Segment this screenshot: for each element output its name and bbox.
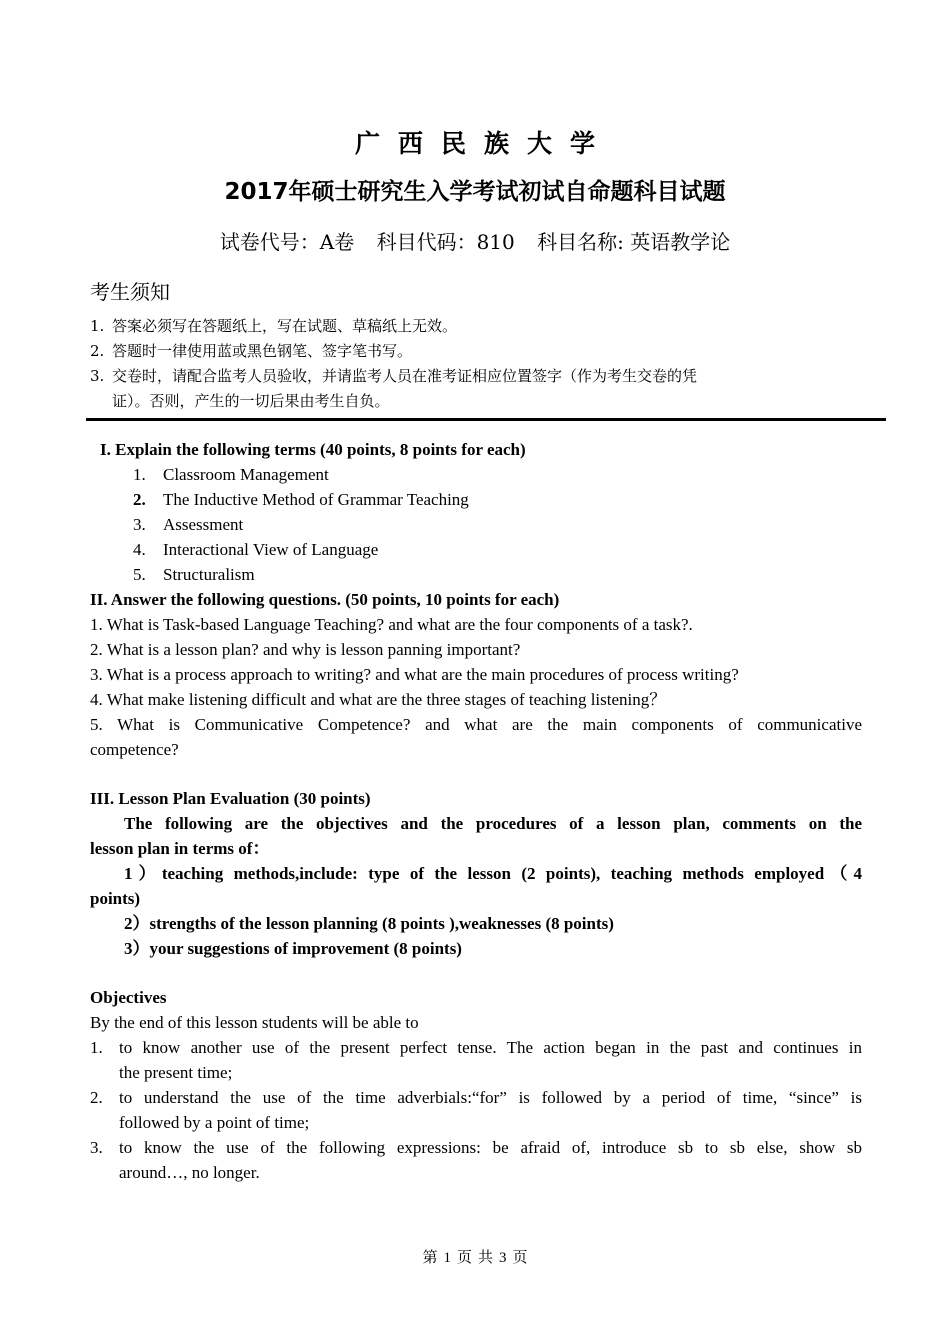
evaluation-point: 1）teaching methods,include: type of the lesson (2 points), teaching methods employed（4 xyxy=(124,864,862,883)
term-text: Assessment xyxy=(163,515,244,534)
total-pages: 3 xyxy=(499,1250,507,1266)
term-item xyxy=(133,512,243,537)
objectives-heading: Objectives xyxy=(90,988,167,1007)
notice-item xyxy=(90,339,870,364)
notice-item-continuation xyxy=(90,389,870,414)
page-number: 1 xyxy=(443,1250,451,1266)
page-footer xyxy=(0,1246,950,1267)
term-number: 4. xyxy=(133,540,146,559)
page-label: 第 xyxy=(422,1250,438,1266)
notice-number: 3. xyxy=(90,367,105,385)
notice-number: 2. xyxy=(90,342,105,360)
exam-title: 2017年硕士研究生入学考试初试自命题科目试题 xyxy=(224,179,726,205)
term-number: 2. xyxy=(133,490,146,509)
section3-heading: III. Lesson Plan Evaluation (30 points) xyxy=(90,789,371,808)
term-text: Structuralism xyxy=(163,565,255,584)
evaluation-point: 2）strengths of the lesson planning (8 points ),weaknesses (8 points) xyxy=(124,914,614,933)
term-number: 3. xyxy=(133,515,146,534)
term-text: Classroom Management xyxy=(163,465,329,484)
notice-item xyxy=(90,314,870,339)
total-unit: 页 xyxy=(512,1250,528,1266)
term-item xyxy=(133,537,378,562)
objective-text: followed by a point of time; xyxy=(119,1113,310,1132)
question-line: 2. What is a lesson plan? and why is lesson panning important? xyxy=(90,640,521,659)
divider xyxy=(86,418,886,421)
objective-number: 1. xyxy=(90,1038,103,1057)
objective-number: 3. xyxy=(90,1138,103,1157)
question-line: 1. What is Task-based Language Teaching? and what are the four components of a task?. xyxy=(90,615,693,634)
notice-text: 答案必须写在答题纸上，写在试题、草稿纸上无效。 xyxy=(112,317,458,335)
term-item xyxy=(133,462,329,487)
objective-text: to know the use of the following expressions: be afraid of, introduce sb to sb else, show sb xyxy=(119,1138,862,1157)
notice-text: 交卷时，请配合监考人员验收，并请监考人员在准考证相应位置签字（作为考生交卷的凭 xyxy=(112,367,698,385)
notice-list xyxy=(90,314,870,414)
notice-text: 答题时一律使用蓝或黑色钢笔、签字笔书写。 xyxy=(112,342,413,360)
objective-text: around…, no longer. xyxy=(119,1163,260,1182)
total-label: 共 xyxy=(478,1250,494,1266)
evaluation-point: points) xyxy=(90,889,141,908)
university-name: 广西民族大学 xyxy=(354,129,613,158)
term-item xyxy=(133,562,255,587)
term-text: Interactional View of Language xyxy=(163,540,379,559)
section1-heading: I. Explain the following terms (40 points, 8 points for each) xyxy=(100,440,526,459)
notice-heading: 考生须知 xyxy=(90,280,170,304)
paper-code: 试卷代号：A卷 xyxy=(219,230,355,254)
subject-name: 科目名称: 英语教学论 xyxy=(537,230,731,254)
objectives-intro: By the end of this lesson students will be able to xyxy=(90,1013,419,1032)
term-number: 5. xyxy=(133,565,146,584)
objective-text: to understand the use of the time adverbials:“for” is followed by a period of time, “since” is xyxy=(119,1088,862,1107)
term-item xyxy=(133,487,469,512)
section3-intro: lesson plan in terms of： xyxy=(90,839,270,858)
question-line: 5. What is Communicative Competence? and what are the main components of communicative xyxy=(90,715,862,734)
objective-number: 2. xyxy=(90,1088,103,1107)
evaluation-point: 3）your suggestions of improvement (8 points) xyxy=(124,939,462,958)
objective-text: the present time; xyxy=(119,1063,233,1082)
notice-item xyxy=(90,364,870,389)
subject-code: 科目代码：810 xyxy=(376,230,515,254)
question-line: 3. What is a process approach to writing? and what are the main procedures of process writing? xyxy=(90,665,739,684)
notice-text: 证）。否则，产生的一切后果由考生自负。 xyxy=(112,392,390,410)
term-text: The Inductive Method of Grammar Teaching xyxy=(163,490,469,509)
question-line: 4. What make listening difficult and what are the three stages of teaching listening？ xyxy=(90,690,667,709)
question-line: competence? xyxy=(90,740,179,759)
section2-heading: II. Answer the following questions. (50 points, 10 points for each) xyxy=(90,590,560,609)
term-number: 1. xyxy=(133,465,146,484)
notice-number: 1. xyxy=(90,317,105,335)
section3-intro: The following are the objectives and the procedures of a lesson plan, comments on the xyxy=(124,814,862,833)
objective-text: to know another use of the present perfect tense. The action began in the past and continues in xyxy=(119,1038,862,1057)
page-unit: 页 xyxy=(456,1250,472,1266)
exam-meta xyxy=(0,226,950,255)
